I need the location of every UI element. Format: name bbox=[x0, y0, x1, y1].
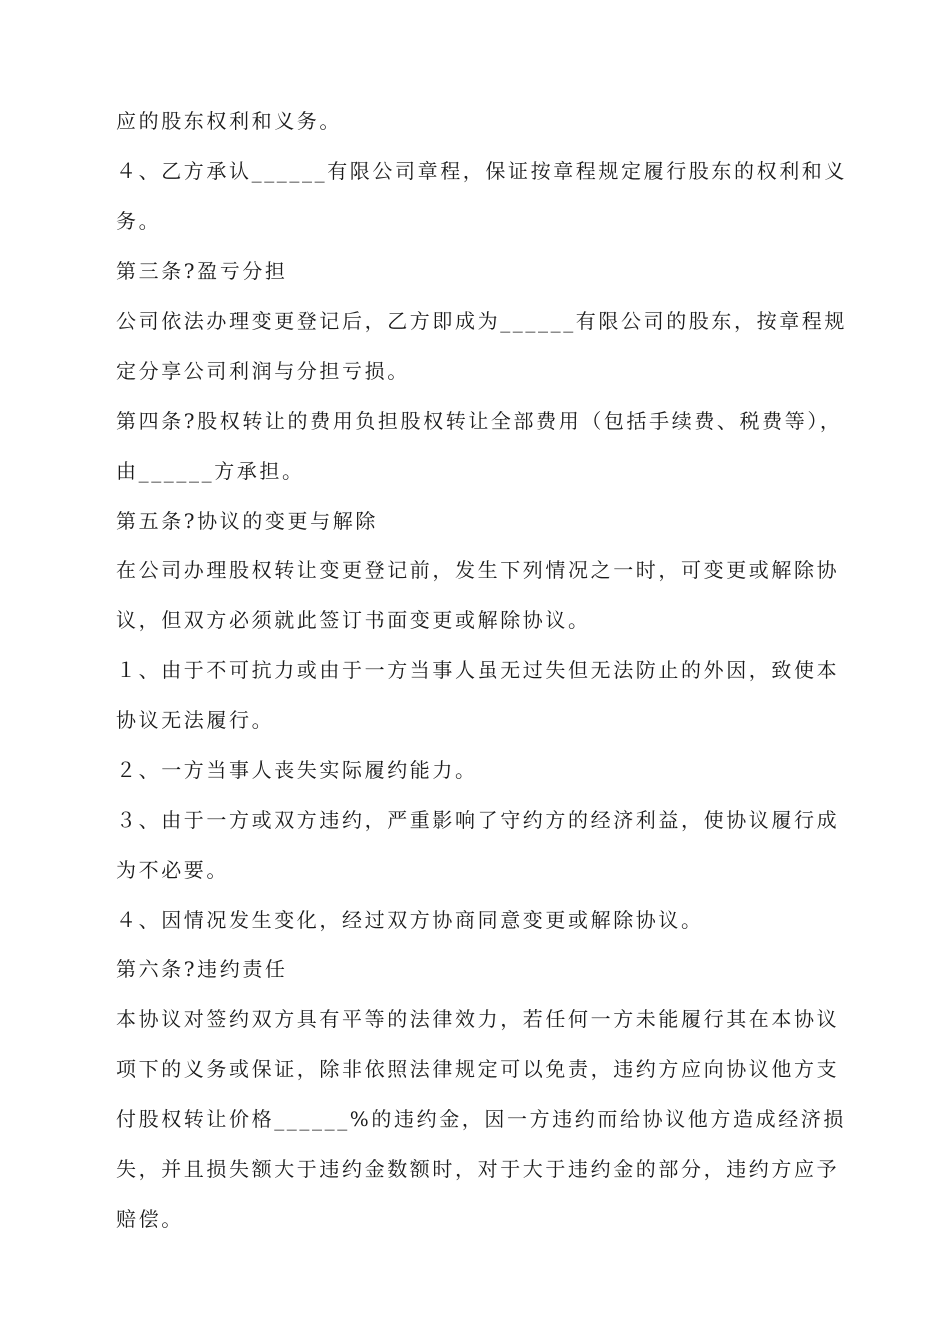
text-line: 为不必要。 bbox=[116, 858, 229, 882]
text-line: 失，并且损失额大于违约金数额时，对于大于违约金的部分，违约方应予 bbox=[116, 1157, 840, 1181]
text-line: 应的股东权利和义务。 bbox=[116, 109, 342, 133]
text-line: 由______方承担。 bbox=[116, 459, 305, 483]
text-line: 付股权转让价格______%的违约金，因一方违约而给协议他方造成经济损 bbox=[116, 1107, 847, 1131]
text-line: 第四条?股权转让的费用负担股权转让全部费用（包括手续费、税费等）， bbox=[116, 409, 843, 433]
text-line: ２、一方当事人丧失实际履约能力。 bbox=[116, 758, 478, 782]
section-heading: 第五条?协议的变更与解除 bbox=[116, 509, 378, 533]
text-line: 定分享公司利润与分担亏损。 bbox=[116, 359, 410, 383]
section-heading: 第三条?盈亏分担 bbox=[116, 259, 288, 283]
text-line: ３、由于一方或双方违约，严重影响了守约方的经济利益，使协议履行成 bbox=[116, 808, 840, 832]
text-line: 本协议对签约双方具有平等的法律效力，若任何一方未能履行其在本协议 bbox=[116, 1007, 840, 1031]
text-line: ４、乙方承认______有限公司章程，保证按章程规定履行股东的权利和义 bbox=[116, 159, 847, 183]
text-line: ４、因情况发生变化，经过双方协商同意变更或解除协议。 bbox=[116, 908, 704, 932]
text-line: １、由于不可抗力或由于一方当事人虽无过失但无法防止的外因，致使本 bbox=[116, 658, 840, 682]
text-line: 公司依法办理变更登记后，乙方即成为______有限公司的股东，按章程规 bbox=[116, 309, 847, 333]
text-line: 在公司办理股权转让变更登记前，发生下列情况之一时，可变更或解除协 bbox=[116, 558, 840, 582]
section-heading: 第六条?违约责任 bbox=[116, 957, 288, 981]
text-line: 赔偿。 bbox=[116, 1207, 184, 1231]
text-line: 务。 bbox=[116, 209, 162, 233]
text-line: 议，但双方必须就此签订书面变更或解除协议。 bbox=[116, 608, 591, 632]
text-line: 协议无法履行。 bbox=[116, 708, 275, 732]
text-line: 项下的义务或保证，除非依照法律规定可以免责，违约方应向协议他方支 bbox=[116, 1057, 840, 1081]
